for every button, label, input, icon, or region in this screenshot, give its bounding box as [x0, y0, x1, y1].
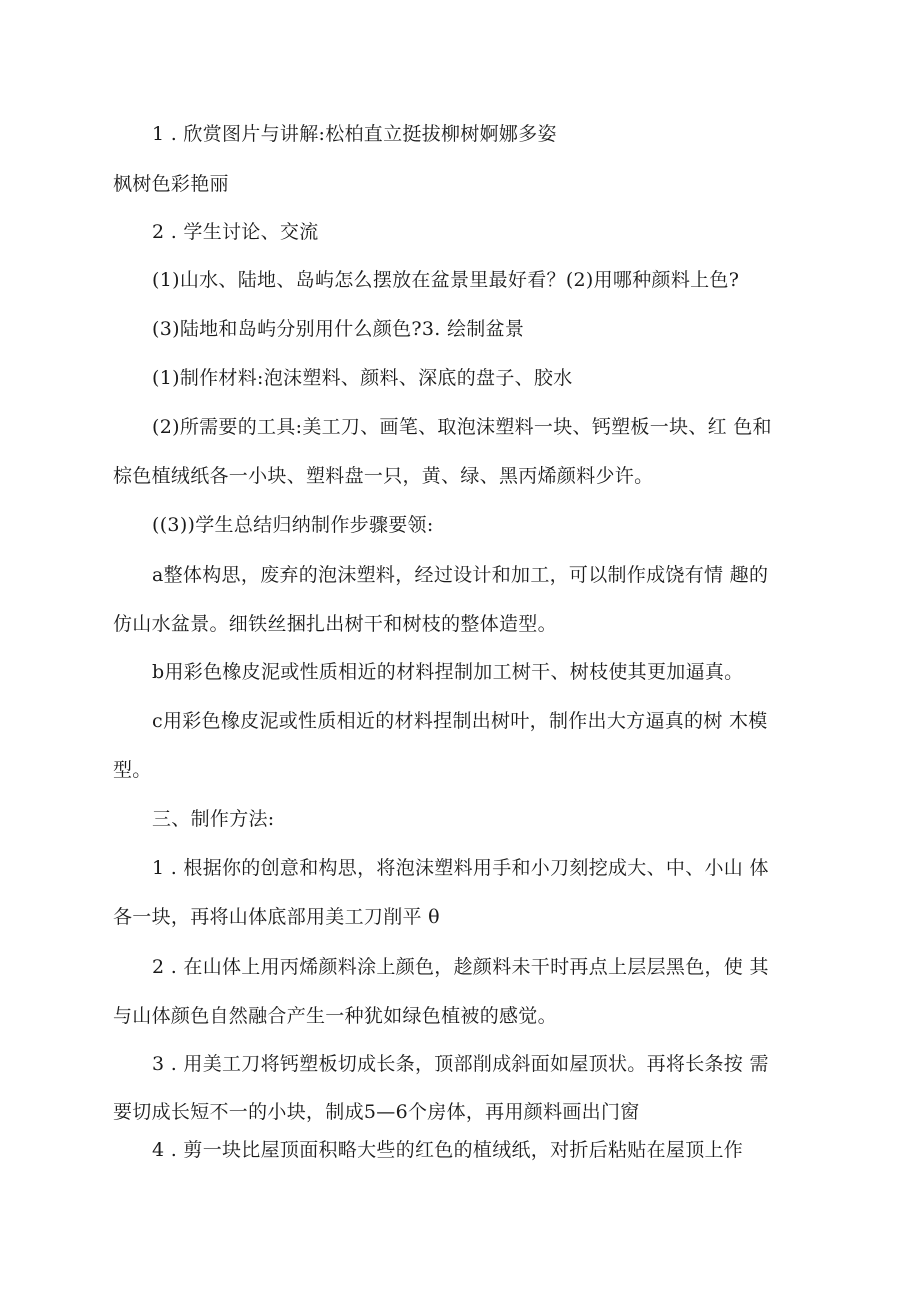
text-line-4: (1)山水、陆地、岛屿怎么摆放在盆景里最好看？(2)用哪种颜料上色?: [152, 269, 740, 291]
text-line-8: 棕色植绒纸各一小块、塑料盘一只，黄、绿、黑丙烯颜料少许。: [113, 465, 654, 487]
text-line-13: c用彩色橡皮泥或性质相近的材料捏制出树叶，制作出大方逼真的树 木模: [152, 710, 768, 732]
text-line-20: 3 . 用美工刀将钙塑板切成长条，顶部削成斜面如屋顶状。再将长条按 需: [152, 1053, 769, 1075]
text-line-19: 与山体颜色自然融合产生一种犹如绿色植被的感觉。: [113, 1005, 557, 1027]
text-line-1: 1 . 欣赏图片与讲解:松柏直立挺拔柳树婀娜多姿: [152, 123, 557, 145]
text-line-21: 要切成长短不一的小块，制成5—6个房体，再用颜料画出门窗: [113, 1101, 640, 1123]
text-line-11: 仿山水盆景。细铁丝捆扎出树干和树枝的整体造型。: [113, 613, 557, 635]
text-line-17: 各一块，再将山体底部用美工刀削平 θ: [113, 906, 440, 928]
text-line-15: 三、制作方法:: [152, 808, 275, 830]
text-line-12: b用彩色橡皮泥或性质相近的材料捏制加工树干、树枝使其更加逼真。: [152, 661, 744, 683]
text-line-7: (2)所需要的工具:美工刀、画笔、取泡沫塑料一块、钙塑板一块、红 色和: [152, 416, 772, 438]
text-line-9: ((3))学生总结归纳制作步骤要领:: [152, 514, 434, 536]
text-line-5: (3)陆地和岛屿分别用什么颜色?3. 绘制盆景: [152, 318, 525, 340]
text-line-2: 枫树色彩艳丽: [113, 173, 229, 195]
text-line-14: 型。: [113, 759, 152, 781]
text-line-22: 4 . 剪一块比屋顶面积略大些的红色的植绒纸，对折后粘贴在屋顶上作: [152, 1139, 744, 1161]
text-line-18: 2 . 在山体上用丙烯颜料涂上颜色，趁颜料未干时再点上层层黑色，使 其: [152, 956, 769, 978]
text-line-6: (1)制作材料:泡沫塑料、颜料、深底的盘子、胶水: [152, 367, 573, 389]
text-line-3: 2 . 学生讨论、交流: [152, 221, 319, 243]
text-line-10: a整体构思，废弃的泡沫塑料，经过设计和加工，可以制作成饶有情 趣的: [152, 564, 769, 586]
text-line-16: 1 . 根据你的创意和构思，将泡沫塑料用手和小刀刻挖成大、中、小山 体: [152, 857, 769, 879]
